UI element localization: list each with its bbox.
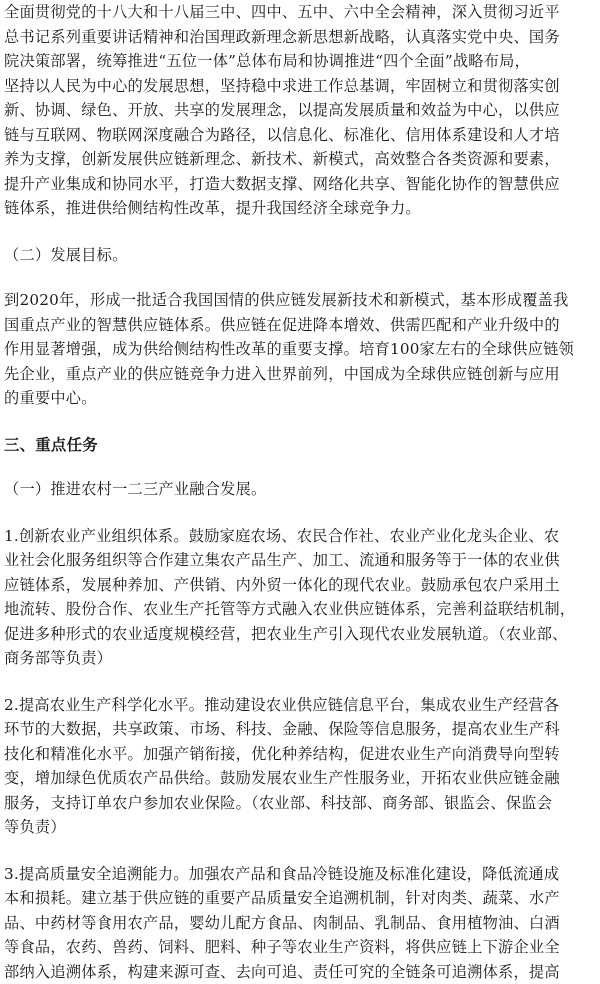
- task-item-3-paragraph: 3.提高质量安全追溯能力。加强农产品和食品冷链设施及标准化建设，降低流通成 本和损耗。建立基于供应链的重要产品质量安全追溯机制，针对肉类、蔬菜、水产 品、中药材等食用农产品，婴幼儿配方食品、肉制品、乳制品、食用植物油、白酒 等食品，农药、兽药、饲料、肥料、种子等农业生产资料，将供应链上下游企业全 部纳入追溯体系，构建来源可查、去向可追、责任可究的全链条可追溯体系，提高: [4, 862, 592, 984]
- rural-integration-subheading: （一）推进农村一二三产业融合发展。: [4, 477, 592, 502]
- goal-paragraph: 到2020年，形成一批适合我国国情的供应链发展新技术和新模式，基本形成覆盖我 国重点产业的智慧供应链体系。供应链在促进降本增效、供需匹配和产业升级中的 作用显著增强，成为供给侧结构性改革的重要支撑。培育100家左右的全球供应链领 先企业，重点产业的供应链竞争力进入世界前列，中国成为全球供应链创新与应用 的重要中心。: [4, 288, 592, 411]
- key-tasks-heading: 三、重点任务: [4, 433, 592, 458]
- intro-paragraph: 全面贯彻党的十八大和十八届三中、四中、五中、六中全会精神，深入贯彻习近平 总书记系列重要讲话精神和治国理政新理念新思想新战略，认真落实党中央、国务 院决策部署，统筹推进“五位一体”总体布局和协调推进“四个全面”战略布局， 坚持以人民为中心的发展思想，坚持稳中求进工作总基调，牢固树立和贯彻落实创 新、协调、绿色、开放、共享的发展理念，以提高发展质量和效益为中心，以供应 链与互联网、物联网深度融合为路径，以信息化、标准化、信用体系建设和人才培 养为支撑，创新发展供应链新理念、新技术、新模式，高效整合各类资源和要素， 提升产业集成和协同水平，打造大数据支撑、网络化共享、智能化协作的智慧供应 链体系，推进供给侧结构性改革，提升我国经济全球竞争力。: [4, 0, 592, 221]
- document-body: [4, 0, 592, 984]
- goal-section-heading: （二）发展目标。: [4, 243, 592, 268]
- task-item-2-paragraph: 2.提高农业生产科学化水平。推动建设农业供应链信息平台，集成农业生产经营各 环节的大数据，共享政策、市场、科技、金融、保险等信息服务，提高农业生产科 技化和精准化水平。加强产销衔接，优化种养结构，促进农业生产向消费导向型转 变，增加绿色优质农产品供给。鼓励发展农业生产性服务业，开拓农业供应链金融 服务，支持订单农户参加农业保险。（农业部、科技部、商务部、银监会、保监会 等负责）: [4, 693, 592, 840]
- task-item-1-paragraph: 1.创新农业产业组织体系。鼓励家庭农场、农民合作社、农业产业化龙头企业、农 业社会化服务组织等合作建立集农产品生产、加工、流通和服务等于一体的农业供 应链体系，发展种养加、产供销、内外贸一体化的现代农业。鼓励承包农户采用土 地流转、股份合作、农业生产托管等方式融入农业供应链体系，完善利益联结机制， 促进多种形式的农业适度规模经营，把农业生产引入现代农业发展轨道。（农业部、 商务部等负责）: [4, 524, 592, 671]
